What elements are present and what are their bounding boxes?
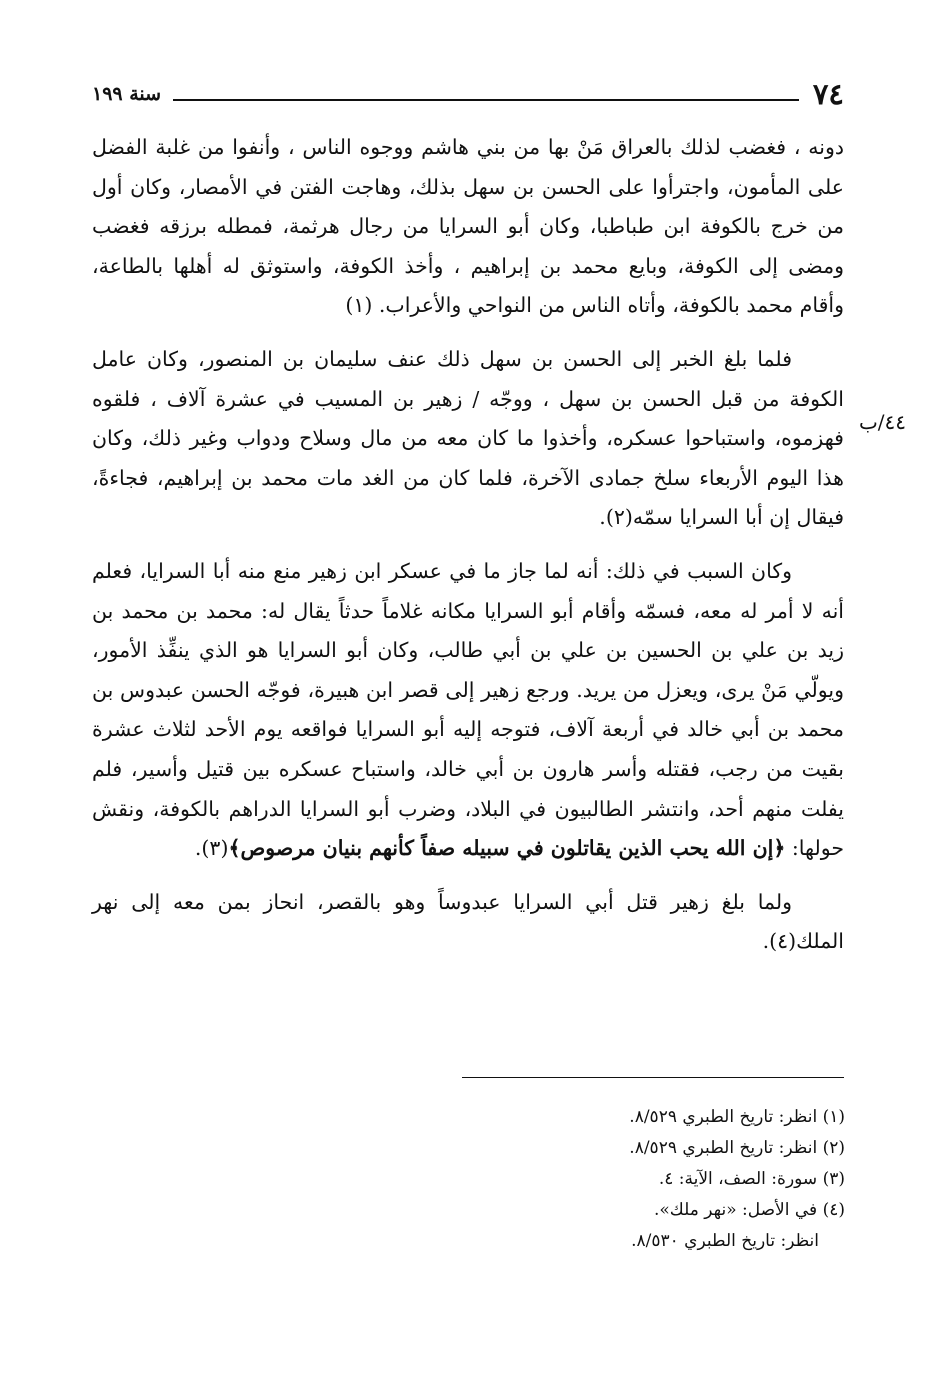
paragraph-3-text: وكان السبب في ذلك: أنه لما جاز ما في عسكر ابن زهير منع منه أبا السرايا، فعلم أنه لا أمر له معه، فسمّه وأقام أبو السرايا مكانه غلاماً حدثاً يقال له: محمد بن محمد بن زيد بن علي بن الحسين بن علي بن أبي طالب، وكان أبو السرايا هو الذي ينفِّذ الأمور، ويولّي مَنْ يرى، ويعزل من يريد. ورجع زهير إلى قصر ابن هبيرة، فوجّه الحسن عبدوس بن محمد بن أبي خالد في أربعة آلاف، فتوجه إليه أبو السرايا فواقعه يوم الأحد لثلاث عشرة بقيت من رجب، فقتله وأسر هارون بن أبي خالد، واستباح عسكره بين قتيل وأسير، فلم يفلت منهم أحد، وانتشر الطالبيون في البلاد، وضرب أبو السرايا الدراهم بالكوفة، ونقش حولها: [92,558,844,861]
footnote-separator [462,1077,844,1078]
paragraph-3-tail: (٣). [194,836,229,861]
footnote-3: (٣) سورة: الصف، الآية: ٤. [658,1169,845,1189]
footnote-2: (٢) انظر: تاريخ الطبري ٨/٥٢٩. [629,1138,845,1158]
footnote-4-continuation: انظر: تاريخ الطبري ٨/٥٣٠. [631,1231,819,1251]
footnote-4: (٤) في الأصل: «نهر ملك». [654,1200,845,1220]
paragraph-2: فلما بلغ الخبر إلى الحسن بن سهل ذلك عنف سليمان بن المنصور، وكان عامل الكوفة من قبل الحسن بن سهل ، ووجّه / زهير بن المسيب في عشرة آلاف ، فلقوه فهزموه، واستباحوا عسكره، وأخذوا ما كان معه من مال وسلاح ودواب وغير ذلك، وكان هذا اليوم الأربعاء سلخ جمادى الآخرة، فلما كان من الغد مات محمد بن إبراهيم، فجاءةً، فيقال إن أبا السرايا سمّه(٢). [92,346,844,530]
quran-verse: ﴿إن الله يحب الذين يقاتلون في سبيله صفاً كأنهم بنيان مرصوص﴾ [228,836,786,861]
page-header [92,72,844,116]
paragraph-1: دونه ، فغضب لذلك بالعراق مَنْ بها من بني هاشم ووجوه الناس ، وأنفوا من غلبة الفضل على المأمون، واجترأوا على الحسن بن سهل بذلك، وهاجت الفتن في الأمصار، وكان أول من خرج بالكوفة ابن طباطبا، وكان أبو السرايا من رجال هرثمة، فمطله برزقه فغضب ومضى إلى الكوفة، وبايع محمد بن إبراهيم ، وأخذ الكوفة، واستوثق له أهلها بالطاعة، وأقام محمد بالكوفة، وأتاه الناس من النواحي والأعراب. (١) [92,135,844,318]
footnotes [325,1102,845,1257]
page-number: ٧٤ [812,77,844,111]
main-text [92,128,844,962]
footnote-1: (١) انظر: تاريخ الطبري ٨/٥٢٩. [629,1107,845,1127]
paragraph-4: ولما بلغ زهير قتل أبي السرايا عبدوساً وهو بالقصر، انحاز بمن معه إلى نهر الملك(٤). [92,889,844,954]
folio-marker: ٤٤/ب [858,410,906,434]
header-rule [173,99,799,101]
running-head-year: سنة ١٩٩ [92,83,162,105]
paragraph-3 [92,552,844,869]
